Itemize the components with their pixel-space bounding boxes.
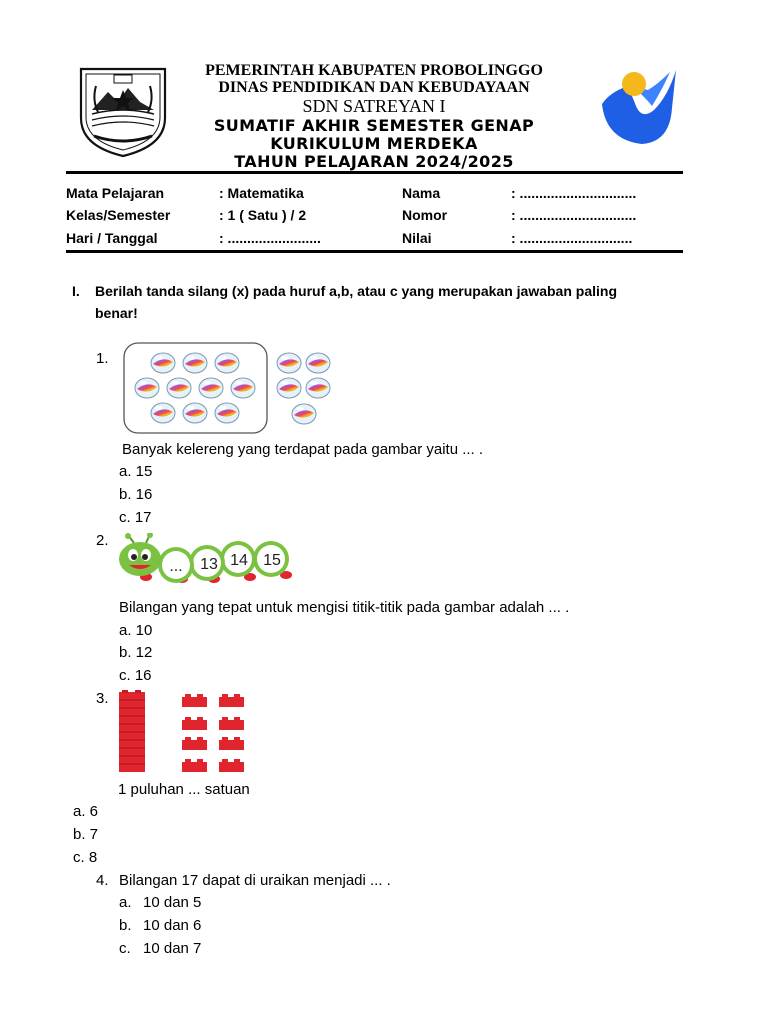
value-number-blank: : ..............................	[511, 207, 637, 223]
instruction-line-1: Berilah tanda silang (x) pada huruf a,b, atau c yang merupakan jawaban paling	[95, 283, 618, 299]
caterpillar-label-blank: ...	[169, 558, 183, 575]
unit-brick	[219, 697, 244, 707]
question-4-option-b-value: 10 dan 6	[143, 917, 202, 934]
marble-icon	[167, 378, 191, 398]
question-3-text: 1 puluhan ... satuan	[118, 781, 250, 798]
question-1-option-a: a. 15	[119, 463, 153, 480]
marble-icon	[306, 378, 330, 398]
caterpillar-label-14: 14	[230, 552, 248, 569]
question-1-option-b: b. 16	[119, 486, 153, 503]
marble-icon	[183, 353, 207, 373]
value-day-date-blank: : ........................	[219, 230, 321, 246]
marbles-illustration	[118, 340, 336, 436]
value-name-blank: : ..............................	[511, 185, 637, 201]
question-1-text: Banyak kelereng yang terdapat pada gambar yaitu ... .	[122, 441, 484, 458]
exam-title: SUMATIF AKHIR SEMESTER GENAP	[213, 116, 535, 135]
question-3-number: 3.	[96, 690, 109, 707]
marble-icon	[277, 378, 301, 398]
label-day-date: Hari / Tanggal	[66, 230, 158, 246]
header-department-line: DINAS PENDIDIKAN DAN KEBUDAYAAN	[218, 79, 530, 96]
label-score: Nilai	[402, 230, 432, 246]
label-name: Nama	[402, 185, 441, 201]
blocks-tens-ones-illustration	[116, 690, 248, 774]
marble-icon	[215, 403, 239, 423]
question-1-number: 1.	[96, 350, 109, 367]
question-4-option-c-value: 10 dan 7	[143, 940, 202, 957]
question-3-option-b: b. 7	[73, 826, 99, 843]
question-2-option-c: c. 16	[119, 667, 152, 684]
marble-icon	[151, 353, 175, 373]
question-4-option-a-value: 10 dan 5	[143, 894, 202, 911]
regency-emblem-logo	[78, 66, 168, 158]
marble-icon	[183, 403, 207, 423]
marble-icon	[306, 353, 330, 373]
caterpillar-label-13: 13	[200, 556, 218, 573]
question-2-text: Bilangan yang tepat untuk mengisi titik-titik pada gambar adalah ... .	[119, 599, 570, 616]
marble-icon	[199, 378, 223, 398]
marble-icon	[292, 404, 316, 424]
question-3-option-c: c. 8	[73, 849, 98, 866]
unit-brick	[182, 762, 207, 772]
label-class-semester: Kelas/Semester	[66, 207, 171, 223]
header-government-line: PEMERINTAH KABUPATEN PROBOLINGGO	[205, 62, 543, 79]
value-class-semester: : 1 ( Satu ) / 2	[219, 207, 307, 223]
unit-brick	[182, 697, 207, 707]
unit-brick	[219, 762, 244, 772]
label-number: Nomor	[402, 207, 448, 223]
marble-icon	[231, 378, 255, 398]
identity-divider	[66, 250, 683, 253]
curriculum-title: KURIKULUM MERDEKA	[270, 134, 478, 153]
question-2-number: 2.	[96, 532, 109, 549]
question-4-number: 4.	[96, 872, 109, 889]
question-2-option-b: b. 12	[119, 644, 153, 661]
question-4-option-a-letter: a.	[119, 894, 132, 911]
value-score-blank: : .............................	[511, 230, 633, 246]
value-subject: : Matematika	[219, 185, 304, 201]
unit-brick	[182, 740, 207, 750]
caterpillar-number-sequence	[116, 533, 296, 585]
marble-icon	[135, 378, 159, 398]
unit-brick	[219, 720, 244, 730]
question-1-option-c: c. 17	[119, 509, 152, 526]
marble-icon	[151, 403, 175, 423]
question-4-option-c-letter: c.	[119, 940, 131, 957]
header-divider-top	[66, 171, 683, 174]
instruction-line-2: benar!	[95, 305, 138, 321]
question-2-option-a: a. 10	[119, 622, 153, 639]
header-school-name: SDN SATREYAN I	[302, 96, 446, 116]
kurikulum-merdeka-logo	[598, 66, 678, 152]
question-3-option-a: a. 6	[73, 803, 99, 820]
question-4-option-b-letter: b.	[119, 917, 132, 934]
caterpillar-label-15: 15	[263, 552, 281, 569]
question-4-text: Bilangan 17 dapat di uraikan menjadi ... .	[119, 872, 391, 889]
academic-year-title: TAHUN PELAJARAN 2024/2025	[234, 152, 514, 171]
unit-brick	[219, 740, 244, 750]
marble-icon	[215, 353, 239, 373]
unit-brick	[182, 720, 207, 730]
label-subject: Mata Pelajaran	[66, 185, 165, 201]
section-numeral: I.	[72, 283, 80, 299]
marble-icon	[277, 353, 301, 373]
